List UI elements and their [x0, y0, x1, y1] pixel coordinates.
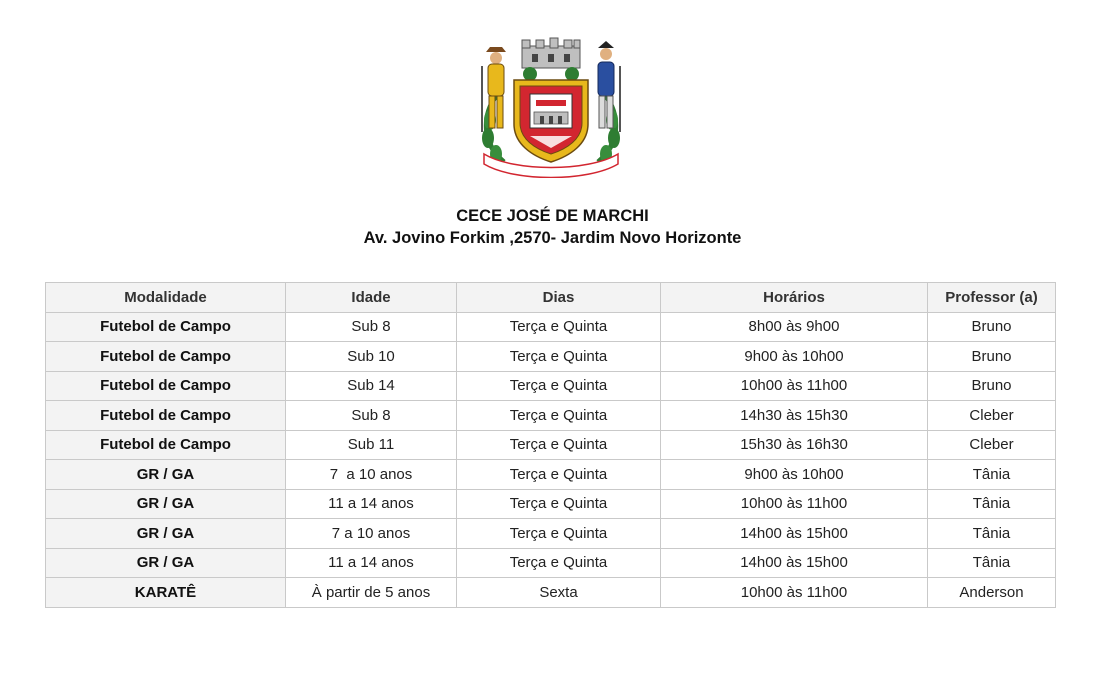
table-row [46, 460, 1056, 490]
cell-modalidade: KARATÊ [46, 578, 286, 608]
cell-idade: 7 a 10 anos [286, 519, 457, 549]
column-header-idade: Idade [286, 283, 457, 313]
cell-modalidade: Futebol de Campo [46, 430, 286, 460]
cell-modalidade: Futebol de Campo [46, 342, 286, 372]
cell-idade: Sub 10 [286, 342, 457, 372]
shield-icon [514, 80, 588, 162]
cell-dias: Terça e Quinta [457, 401, 661, 431]
cell-dias: Terça e Quinta [457, 371, 661, 401]
cell-horarios: 15h30 às 16h30 [661, 430, 928, 460]
cell-professor: Tânia [928, 519, 1056, 549]
cell-idade: 7 a 10 anos [286, 460, 457, 490]
table-row [46, 401, 1056, 431]
column-header-horarios: Horários [661, 283, 928, 313]
header [0, 205, 1105, 249]
cell-modalidade: GR / GA [46, 489, 286, 519]
cell-professor: Tânia [928, 548, 1056, 578]
cell-idade: 11 a 14 anos [286, 548, 457, 578]
schedule-table [45, 282, 1056, 608]
cell-modalidade: GR / GA [46, 548, 286, 578]
table-row [46, 548, 1056, 578]
cell-idade: Sub 8 [286, 312, 457, 342]
cell-professor: Tânia [928, 489, 1056, 519]
cell-professor: Bruno [928, 371, 1056, 401]
cell-idade: À partir de 5 anos [286, 578, 457, 608]
cell-modalidade: Futebol de Campo [46, 401, 286, 431]
cell-professor: Cleber [928, 401, 1056, 431]
table-row [46, 430, 1056, 460]
table-row [46, 578, 1056, 608]
municipal-coat-of-arms-logo [474, 36, 628, 178]
cell-modalidade: Futebol de Campo [46, 312, 286, 342]
cell-horarios: 10h00 às 11h00 [661, 489, 928, 519]
cell-professor: Cleber [928, 430, 1056, 460]
table-header-row [46, 283, 1056, 313]
column-header-professor: Professor (a) [928, 283, 1056, 313]
cell-dias: Terça e Quinta [457, 312, 661, 342]
cell-idade: Sub 14 [286, 371, 457, 401]
cell-horarios: 10h00 às 11h00 [661, 371, 928, 401]
column-header-dias: Dias [457, 283, 661, 313]
mural-crown-icon [522, 38, 580, 68]
page-title: CECE JOSÉ DE MARCHI [456, 207, 649, 225]
cell-dias: Terça e Quinta [457, 460, 661, 490]
cell-dias: Sexta [457, 578, 661, 608]
cell-horarios: 14h00 às 15h00 [661, 519, 928, 549]
table-row [46, 489, 1056, 519]
cell-dias: Terça e Quinta [457, 519, 661, 549]
cell-modalidade: GR / GA [46, 519, 286, 549]
table-row [46, 312, 1056, 342]
table-row [46, 519, 1056, 549]
cell-horarios: 14h30 às 15h30 [661, 401, 928, 431]
cell-dias: Terça e Quinta [457, 489, 661, 519]
cell-professor: Bruno [928, 312, 1056, 342]
address: Av. Jovino Forkim ,2570- Jardim Novo Horizonte [363, 229, 742, 247]
cell-horarios: 8h00 às 9h00 [661, 312, 928, 342]
cell-horarios: 9h00 às 10h00 [661, 342, 928, 372]
cell-dias: Terça e Quinta [457, 548, 661, 578]
cell-horarios: 14h00 às 15h00 [661, 548, 928, 578]
column-header-modalidade: Modalidade [46, 283, 286, 313]
cell-idade: 11 a 14 anos [286, 489, 457, 519]
cell-professor: Anderson [928, 578, 1056, 608]
cell-idade: Sub 11 [286, 430, 457, 460]
cell-idade: Sub 8 [286, 401, 457, 431]
cell-dias: Terça e Quinta [457, 430, 661, 460]
cell-horarios: 10h00 às 11h00 [661, 578, 928, 608]
cell-professor: Tânia [928, 460, 1056, 490]
table-row [46, 342, 1056, 372]
cell-professor: Bruno [928, 342, 1056, 372]
cell-dias: Terça e Quinta [457, 342, 661, 372]
table-row [46, 371, 1056, 401]
cell-modalidade: GR / GA [46, 460, 286, 490]
cell-modalidade: Futebol de Campo [46, 371, 286, 401]
cell-horarios: 9h00 às 10h00 [661, 460, 928, 490]
